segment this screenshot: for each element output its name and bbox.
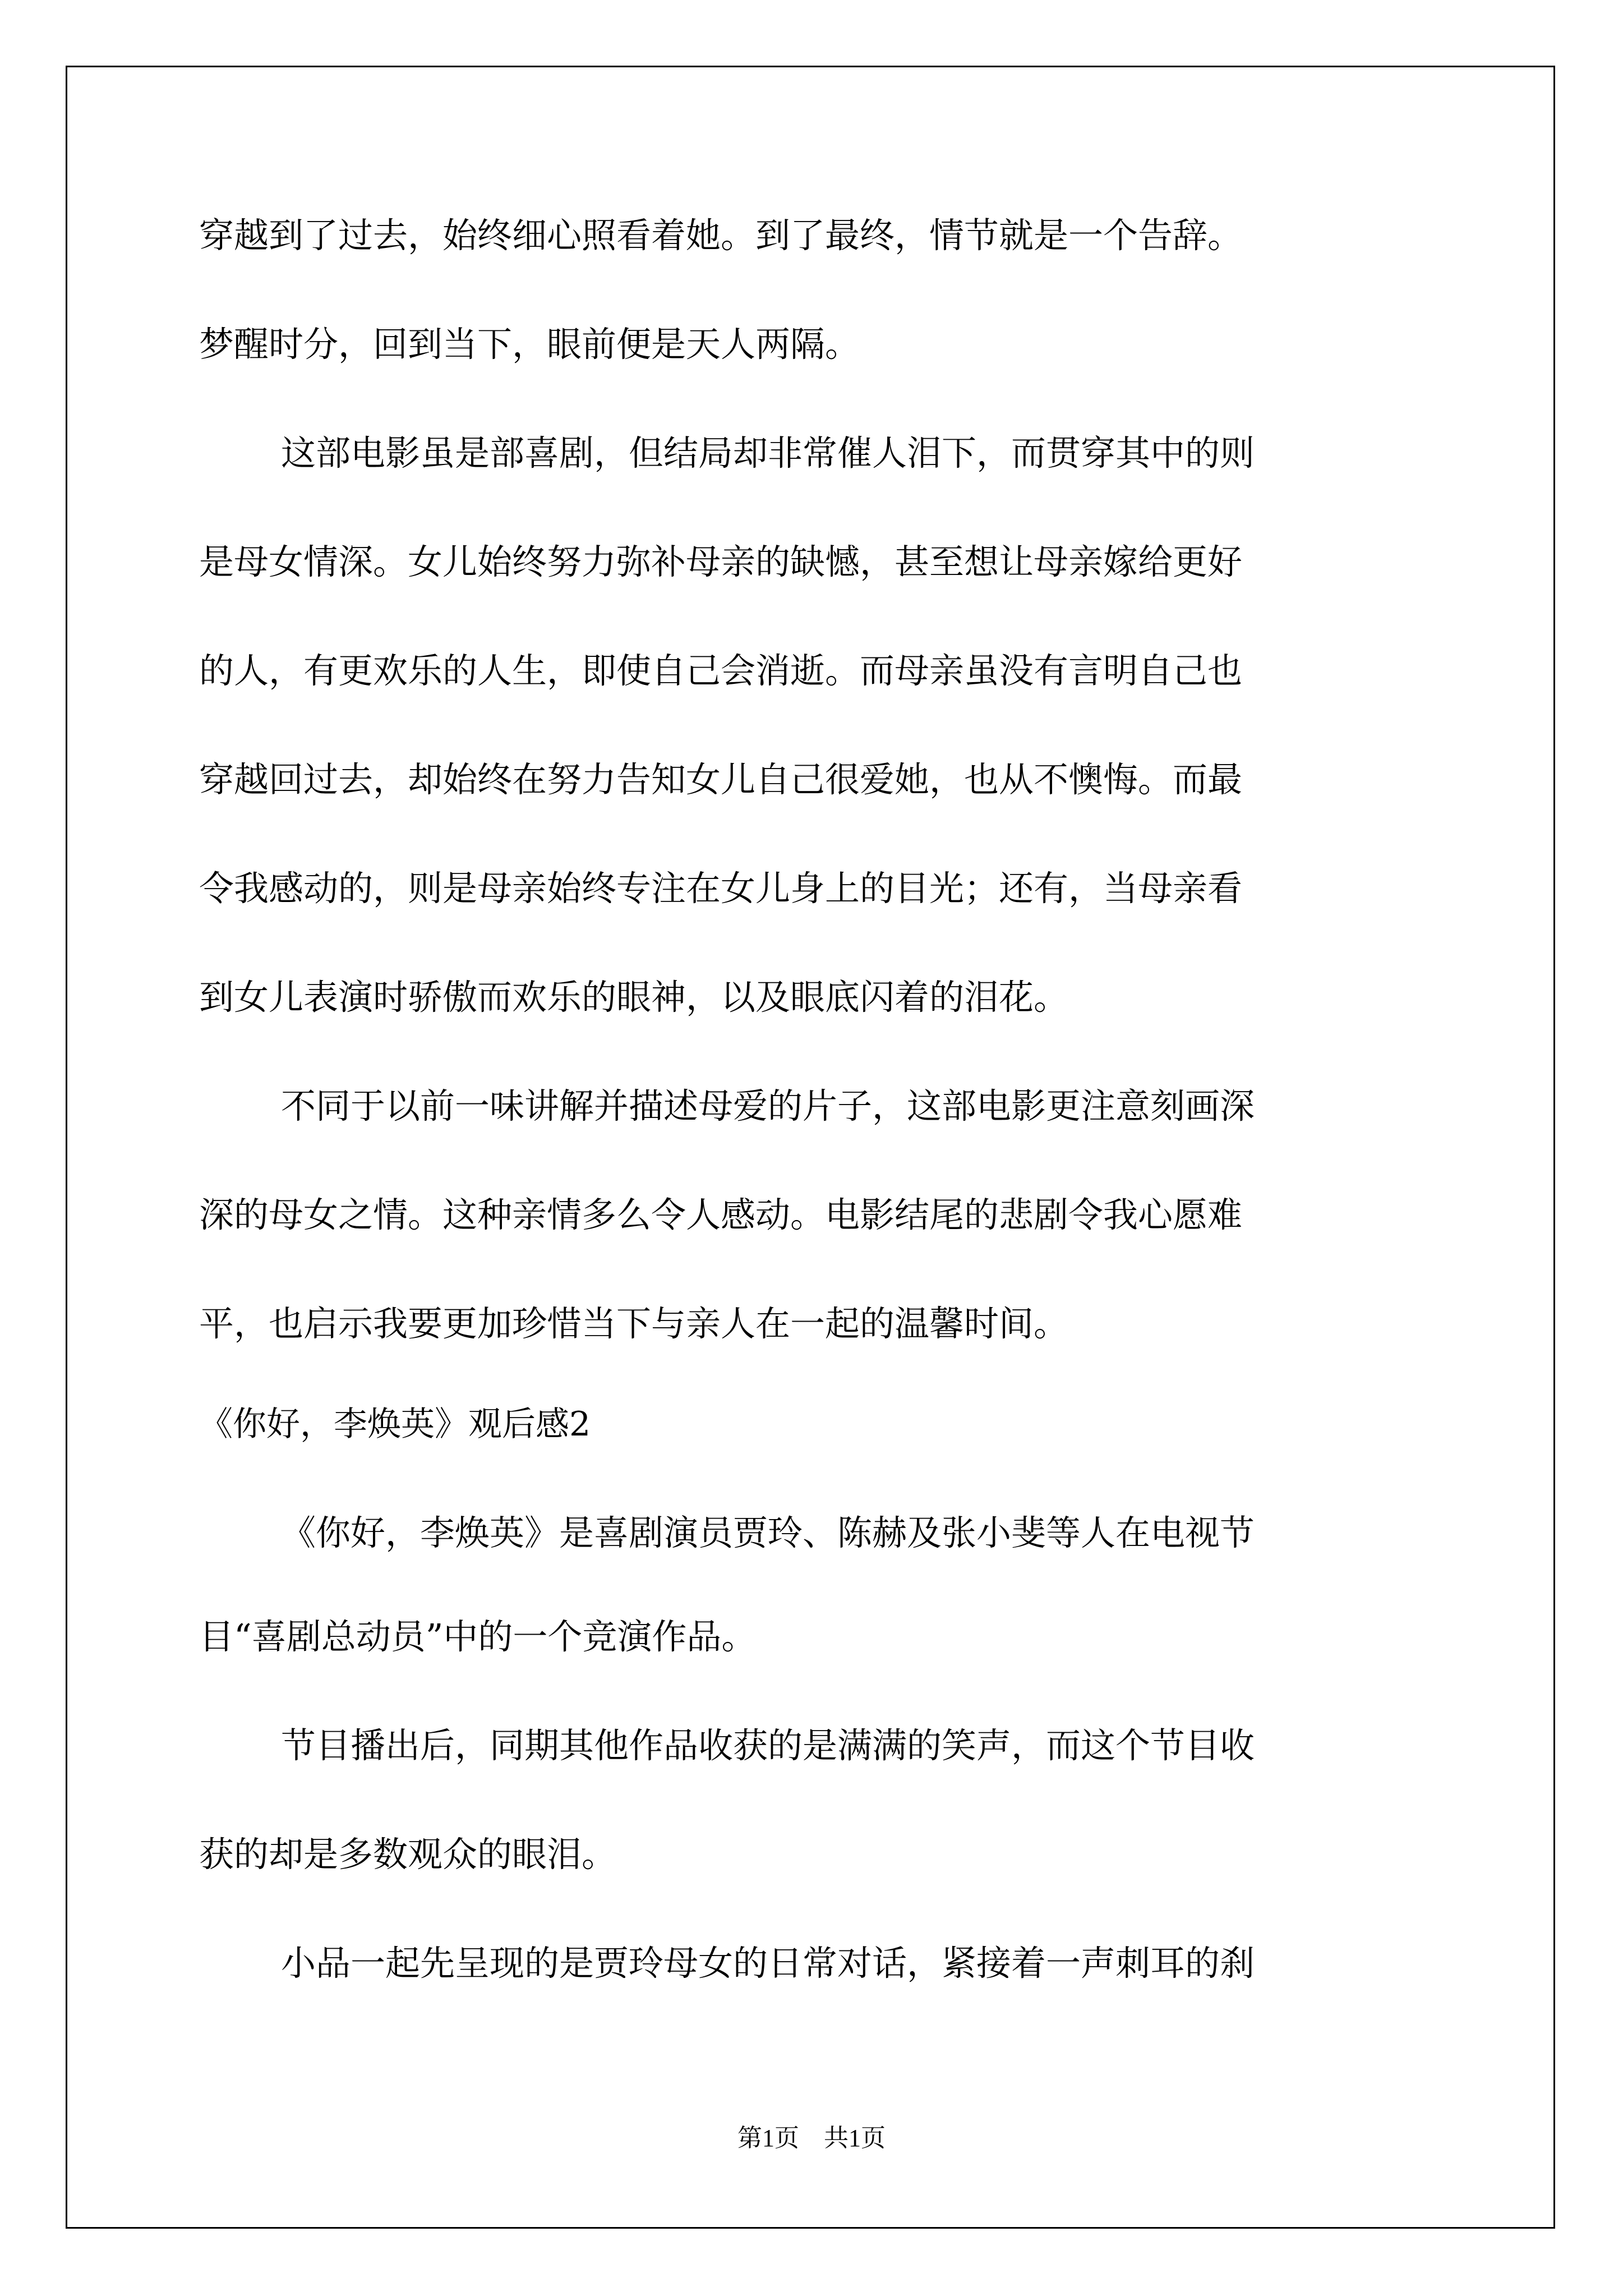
body-line-9: 不同于以前一味讲解并描述母爱的片子，这部电影更注意刻画深: [281, 1085, 1255, 1126]
body-line-3: 这部电影虽是部喜剧，但结局却非常催人泪下，而贯穿其中的则: [281, 432, 1255, 473]
body-line-10: 深的母女之情。这种亲情多么令人感动。电影结尾的悲剧令我心愿难: [199, 1194, 1243, 1235]
body-line-1: 穿越到了过去，始终细心照看着她。到了最终，情节就是一个告辞。: [199, 215, 1243, 256]
body-line-5: 的人，有更欢乐的人生，即使自己会消逝。而母亲虽没有言明自己也: [199, 650, 1243, 691]
body-line-15: 节目播出后，同期其他作品收获的是满满的笑声，而这个节目收: [281, 1725, 1255, 1766]
body-line-14: 目“喜剧总动员”中的一个竞演作品。: [199, 1616, 757, 1657]
page-footer: 第1页 共1页: [737, 2124, 886, 2152]
section-heading: 《你好，李焕英》观后感2: [199, 1405, 591, 1444]
body-line-8: 到女儿表演时骄傲而欢乐的眼神，以及眼底闪着的泪花。: [199, 977, 1069, 1018]
body-line-11: 平，也启示我要更加珍惜当下与亲人在一起的温馨时间。: [199, 1303, 1069, 1344]
body-line-16: 获的却是多数观众的眼泪。: [199, 1834, 617, 1875]
body-line-17: 小品一起先呈现的是贾玲母女的日常对话，紧接着一声刺耳的刹: [281, 1943, 1255, 1984]
page-border: [66, 66, 1555, 2229]
body-line-7: 令我感动的，则是母亲始终专注在女儿身上的目光；还有，当母亲看: [199, 868, 1243, 909]
body-line-2: 梦醒时分，回到当下，眼前便是天人两隔。: [199, 324, 860, 365]
body-line-4: 是母女情深。女儿始终努力弥补母亲的缺憾，甚至想让母亲嫁给更好: [199, 541, 1243, 582]
body-line-6: 穿越回过去，却始终在努力告知女儿自己很爱她，也从不懊悔。而最: [199, 759, 1243, 800]
body-line-13: 《你好，李焕英》是喜剧演员贾玲、陈赫及张小斐等人在电视节: [281, 1512, 1255, 1553]
